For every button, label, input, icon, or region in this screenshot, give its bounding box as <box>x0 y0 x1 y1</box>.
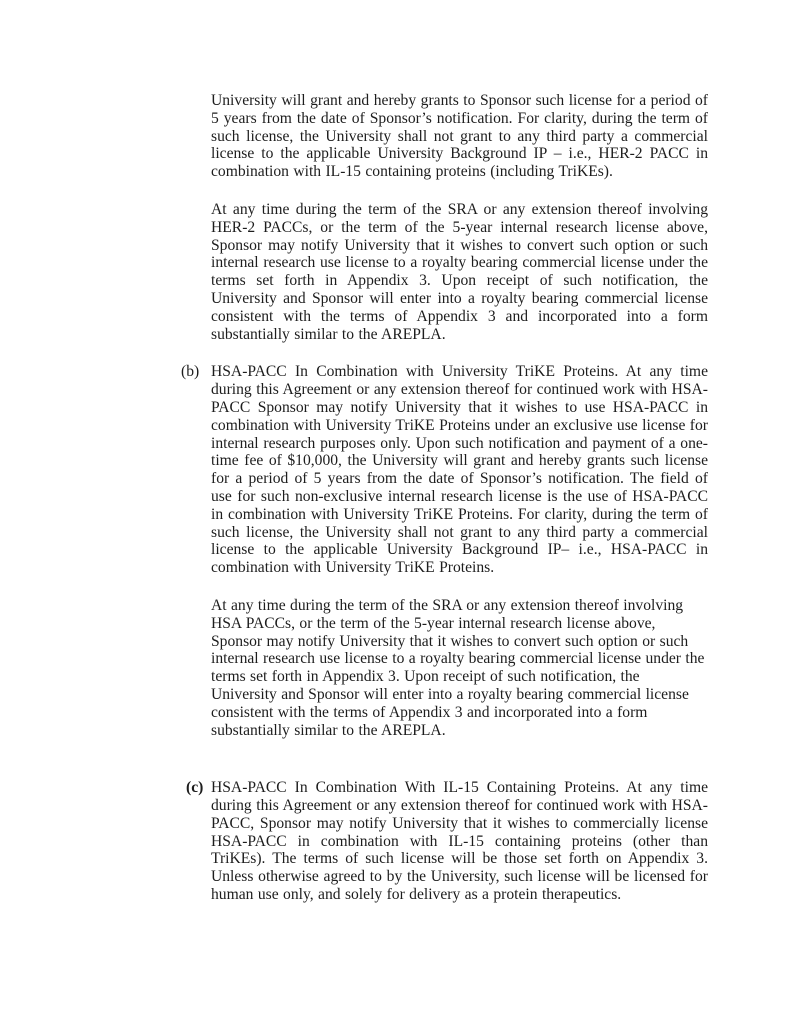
paragraph-her2-conversion <box>211 201 708 343</box>
paragraph-text: At any time during the term of the SRA or any extension thereof involving HSA PACCs, or the term of the 5-year internal research license above, Sponsor may notify University that it wishes to convert such option or such internal research use license to a royalty bearing commercial license under the terms set forth in Appendix 3. Upon receipt of such notification, the University and Sponsor will enter into a royalty bearing commercial license consistent with the terms of Appendix 3 and incorporated into a form substantially similar to the AREPLA. <box>211 596 705 739</box>
paragraph-text: At any time during the term of the SRA or any extension thereof involving HER-2 PACCs, or the term of the 5-year internal research license above, Sponsor may notify University that it wishes to convert such option or such internal research use license to a royalty bearing commercial license under the terms set forth in Appendix 3. Upon receipt of such notification, the University and Sponsor will enter into a royalty bearing commercial license consistent with the terms of Appendix 3 and incorporated into a form substantially similar to the AREPLA. <box>211 200 708 343</box>
paragraph-her2-internal-license <box>211 92 708 181</box>
paragraph-hsa-conversion <box>211 597 708 739</box>
paragraph-text: HSA-PACC In Combination With IL-15 Containing Proteins. At any time during this Agreement or any extension thereof for continued work with HSA-PACC, Sponsor may notify University that it wishes to commercially license HSA-PACC in combination with IL-15 containing proteins (other than TriKEs). The terms of such license will be those set forth on Appendix 3. Unless otherwise agreed to by the University, such license will be licensed for human use only, and solely for delivery as a protein therapeutics. <box>211 779 708 904</box>
paragraph-b-hsa-pacc-trike <box>181 363 708 577</box>
paragraph-label-c: (c) <box>186 779 204 797</box>
paragraph-label-b: (b) <box>181 363 200 381</box>
paragraph-text: University will grant and hereby grants to Sponsor such license for a period of 5 years from the date of Sponsor’s notification. For clarity, during the term of such license, the University shall not grant to any third party a commercial license to the applicable University Background IP – i.e., HER-2 PACC in combination with IL-15 containing proteins (including TriKEs). <box>211 92 708 181</box>
document-body <box>181 92 708 904</box>
paragraph-c-hsa-pacc-il15 <box>186 779 708 904</box>
paragraph-text: HSA-PACC In Combination with University TriKE Proteins. At any time during this Agreement or any extension thereof for continued work with HSA-PACC Sponsor may notify University that it wishes to use HSA-PACC in combination with University TriKE Proteins under an exclusive use license for internal research purposes only. Upon such notification and payment of a one-time fee of $10,000, the University will grant and hereby grants such license for a period of 5 years from the date of Sponsor’s notification. The field of use for such non-exclusive internal research license is the use of HSA-PACC in combination with University TriKE Proteins. For clarity, during the term of such license, the University shall not grant to any third party a commercial license to the applicable University Background IP– i.e., HSA-PACC in combination with University TriKE Proteins. <box>211 363 708 577</box>
